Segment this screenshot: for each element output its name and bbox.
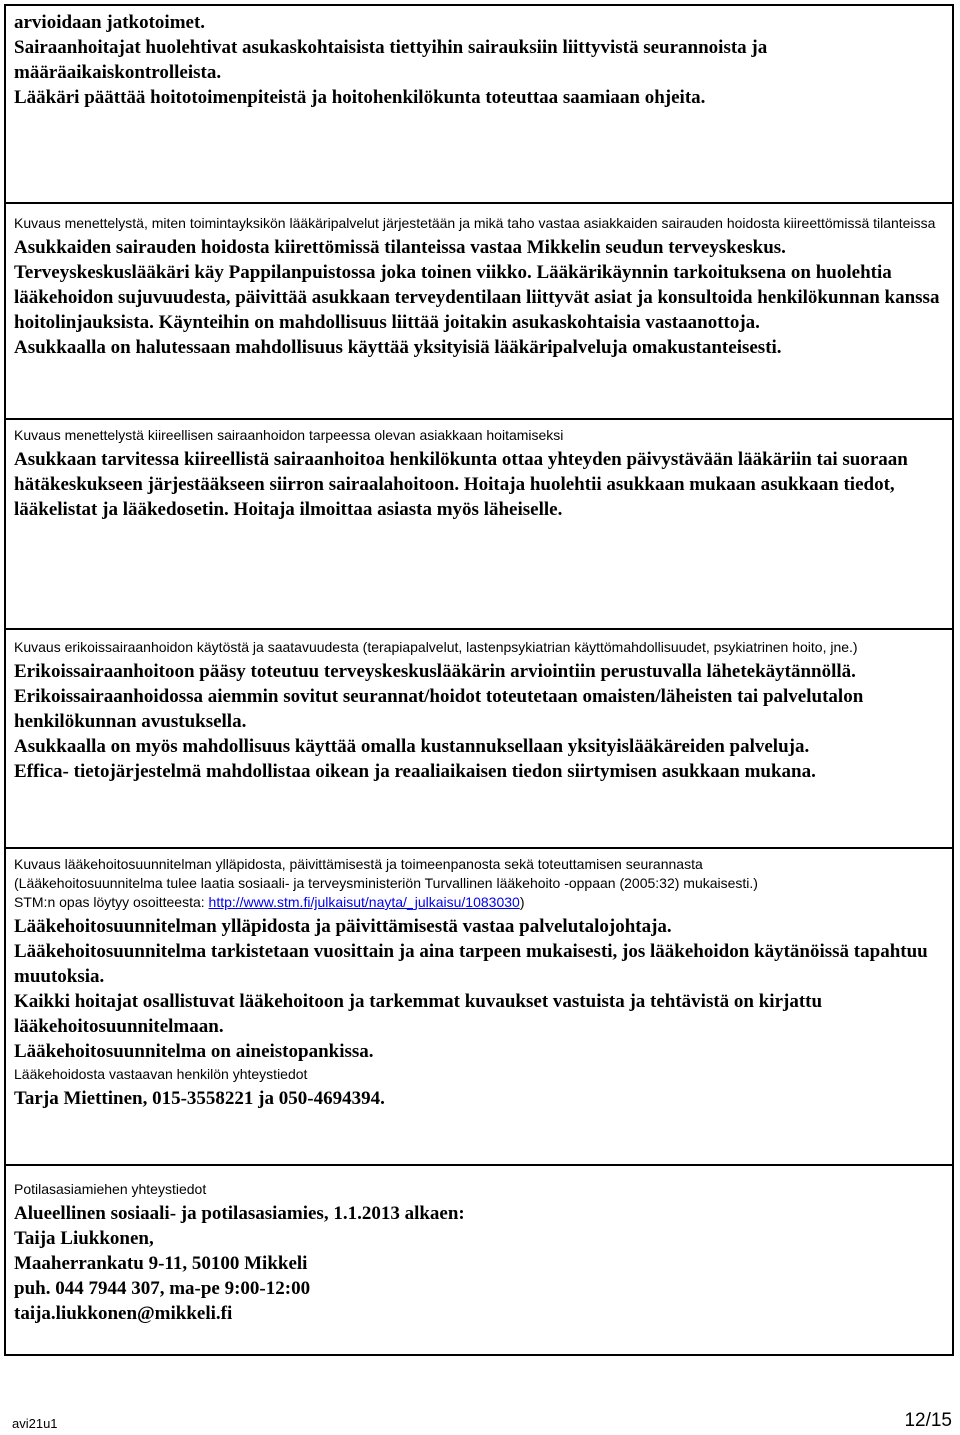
- text-paragraph: Effica- tietojärjestelmä mahdollistaa oikean ja reaaliaikaisen tiedon siirtymisen asukkaan mukana.: [14, 761, 816, 782]
- section-label: Kuvaus menettelystä, miten toimintayksikön lääkäripalvelut järjestetään ja mikä taho vastaa asiakkaiden sairauden hoidosta kiireettömissä tilanteissa: [14, 215, 936, 231]
- text-line: Maaherrankatu 9-11, 50100 Mikkeli: [14, 1253, 308, 1274]
- footer-page-number: 12/15: [904, 1410, 952, 1431]
- section-urgent-care: [4, 420, 954, 630]
- section-label: Kuvaus erikoissairaanhoidon käytöstä ja saatavuudesta (terapiapalvelut, lastenpsykiatrian käyttömahdollisuudet, psykiatrinen hoito, jne.): [14, 639, 858, 655]
- text-paragraph: Terveyskeskuslääkäri käy Pappilanpuistossa joka toinen viikko. Lääkärikäynnin tarkoituksena on huolehtia lääkehoidon sujuvuudesta, päivittää asukkaan terveydentilaan liittyvät asiat ja konsultoida henkilökunnan kanssa hoitolinjauksista. Käynteihin on mahdollisuus liittää joitakin asukaskohtaisia vastaanottoja.: [14, 262, 940, 333]
- section-care-followup: [4, 4, 954, 204]
- text-paragraph: Asukkaalla on myös mahdollisuus käyttää omalla kustannuksellaan yksityislääkäreiden palveluja.: [14, 736, 810, 757]
- text-line: Sairaanhoitajat huolehtivat asukaskohtaisista tiettyihin sairauksiin liittyvistä seurannoista ja: [14, 37, 768, 58]
- section-label: Lääkehoidosta vastaavan henkilön yhteystiedot: [14, 1066, 308, 1082]
- text-line: määräaikaiskontrolleista.: [14, 62, 222, 83]
- text-paragraph: Tarja Miettinen, 015-3558221 ja 050-4694394.: [14, 1088, 385, 1109]
- text-line: puh. 044 7944 307, ma-pe 9:00-12:00: [14, 1278, 311, 1299]
- text-line: Alueellinen sosiaali- ja potilasasiamies, 1.1.2013 alkaen:: [14, 1203, 465, 1224]
- text-paragraph: Asukkaiden sairauden hoidosta kiirettömissä tilanteissa vastaa Mikkelin seudun terveyskeskus.: [14, 237, 786, 258]
- text-line: taija.liukkonen@mikkeli.fi: [14, 1303, 233, 1324]
- stm-guide-link[interactable]: http://www.stm.fi/julkaisut/nayta/_julkaisu/1083030: [208, 894, 520, 910]
- text-paragraph: Erikoissairaanhoitoon pääsy toteutuu terveyskeskuslääkärin arviointiin perustuvalla lähetekäytännöllä. Erikoissairaanhoidossa aiemmin sovitut seurannat/hoidot toteutetaan omaisten/läheisten tai palvelutalon henkilökunnan avustuksella.: [14, 661, 864, 732]
- text-line: arvioidaan jatkotoimet.: [14, 12, 206, 33]
- text-line: Taija Liukkonen,: [14, 1228, 154, 1249]
- section-label: Kuvaus menettelystä kiireellisen sairaanhoidon tarpeessa olevan asiakkaan hoitamiseksi: [14, 427, 564, 443]
- section-specialist-care: [4, 630, 954, 849]
- text-paragraph: Lääkehoitosuunnitelman ylläpidosta ja päivittämisestä vastaa palvelutalojohtaja.: [14, 916, 672, 937]
- text-paragraph: Lääkehoitosuunnitelma tarkistetaan vuosittain ja aina tarpeen mukaisesti, jos lääkehoidon käytänöissä tapahtuu muutoksia.: [14, 941, 928, 987]
- text-paragraph: Lääkehoitosuunnitelma on aineistopankissa.: [14, 1041, 374, 1062]
- section-label-link-line: [14, 893, 944, 912]
- footer-form-code: avi21u1: [12, 1416, 58, 1431]
- section-medication-plan: [4, 849, 954, 1166]
- section-label: (Lääkehoitosuunnitelma tulee laatia sosiaali- ja terveysministeriön Turvallinen lääkehoito -oppaan (2005:32) mukaisesti.): [14, 875, 758, 891]
- text-paragraph: Asukkaan tarvitessa kiireellistä sairaanhoitoa henkilökunta ottaa yhteyden päivystävään lääkäriin tai suoraan hätäkeskukseen järjestääkseen siirron sairaalahoitoon. Hoitaja huolehtii asukkaan mukaan asukkaan tiedot, lääkelistat ja lääkedosetin. Hoitaja ilmoittaa asiasta myös läheiselle.: [14, 449, 908, 520]
- section-label: Potilasasiamiehen yhteystiedot: [14, 1181, 207, 1197]
- text-line: Lääkäri päättää hoitotoimenpiteistä ja hoitohenkilökunta toteuttaa saamiaan ohjeita.: [14, 87, 706, 108]
- text-paragraph: Asukkaalla on halutessaan mahdollisuus käyttää yksityisiä lääkäripalveluja omakustanteisesti.: [14, 337, 782, 358]
- text-paragraph: Kaikki hoitajat osallistuvat lääkehoitoon ja tarkemmat kuvaukset vastuista ja tehtävistä on kirjattu lääkehoitosuunnitelmaan.: [14, 991, 823, 1037]
- link-suffix: ): [519, 894, 525, 910]
- section-label: Kuvaus lääkehoitosuunnitelman ylläpidosta, päivittämisestä ja toimeenpanosta sekä toteuttamisen seurannasta: [14, 856, 703, 872]
- document-sheet: [4, 4, 954, 1356]
- link-prefix: STM:n opas löytyy osoitteesta:: [14, 894, 209, 910]
- section-patient-ombudsman: [4, 1166, 954, 1356]
- section-doctor-services: [4, 204, 954, 420]
